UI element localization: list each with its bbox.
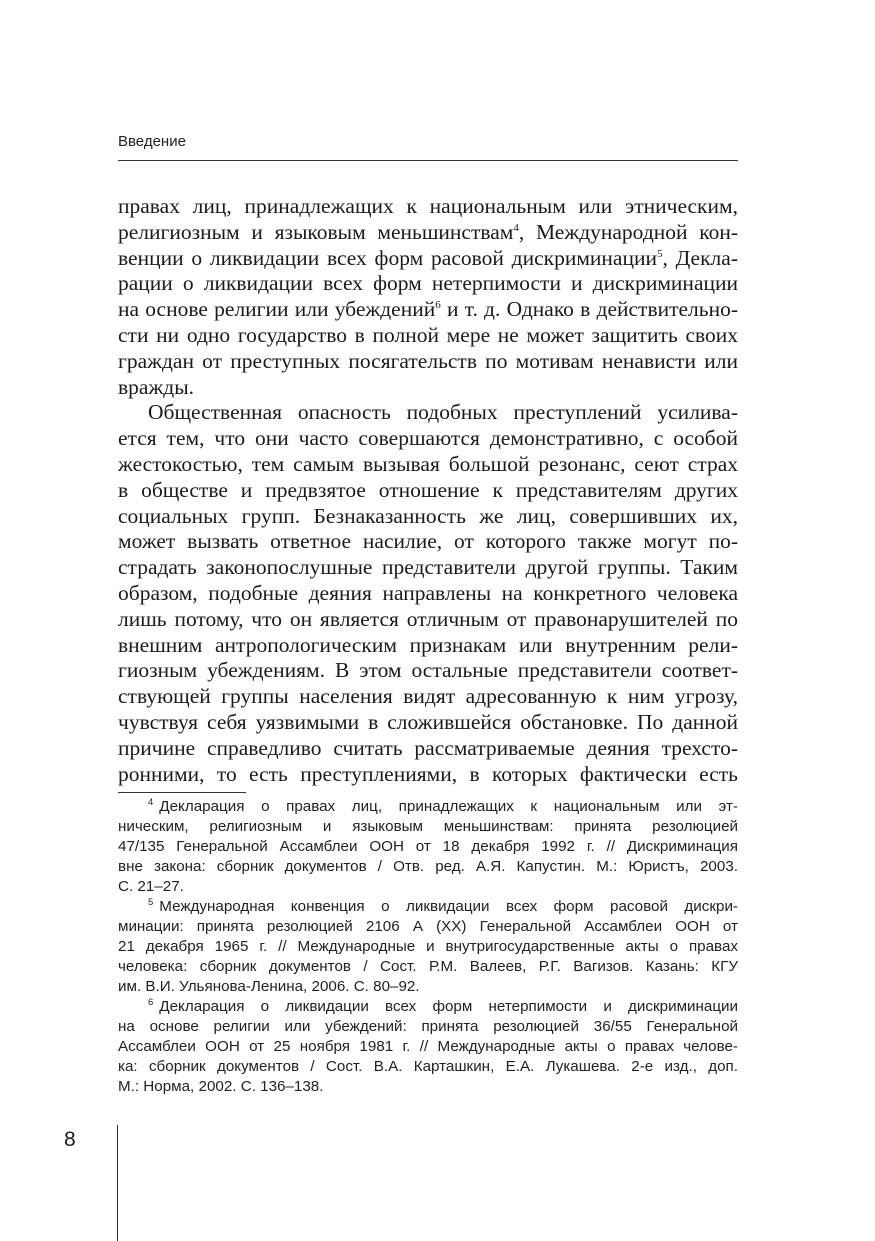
text-segment: Ассамблеи ООН от 25 ноября 1981 г. // Международные акты о правах челове- <box>118 1038 738 1055</box>
text-segment: Декларация о правах лиц, принадлежащих к национальным или эт- <box>159 798 738 815</box>
text-segment: граждан от преступных посягательств по мотивам ненависти или <box>118 348 738 373</box>
page-number-rule <box>117 1125 118 1241</box>
text-segment: внешним антропологическим признакам или внутренним рели- <box>118 632 738 657</box>
text-line <box>118 837 738 857</box>
text-line <box>118 762 738 788</box>
text-segment: жестокостью, тем самым вызывая большой резонанс, сеют страх <box>118 451 738 476</box>
text-segment: М.: Норма, 2002. С. 136–138. <box>118 1078 324 1095</box>
text-line <box>118 504 738 530</box>
text-segment: , Декла- <box>662 245 738 270</box>
running-head: Введение <box>118 133 186 150</box>
text-segment: С. 21–27. <box>118 878 184 895</box>
footnote-reference: 6 <box>148 996 154 1008</box>
text-segment: , Международной кон- <box>518 219 738 244</box>
text-segment: Международная конвенция о ликвидации всех форм расовой дискри- <box>159 898 738 915</box>
footnote-reference: 5 <box>657 247 663 260</box>
text-segment: гиозным убеждениям. В этом остальные представители соответ- <box>118 658 738 683</box>
text-line <box>118 323 738 349</box>
text-line <box>118 684 738 710</box>
footnote <box>118 897 738 997</box>
text-segment: на основе религии или убеждений <box>118 297 436 322</box>
text-line <box>118 736 738 762</box>
text-segment: сти ни одно государство в полной мере не может защитить своих <box>118 322 738 347</box>
text-line <box>118 1057 738 1077</box>
text-segment: Общественная опасность подобных преступлений усилива- <box>148 400 738 425</box>
footnote <box>118 997 738 1097</box>
text-line <box>118 917 738 937</box>
footnote-reference: 6 <box>435 299 441 312</box>
paragraph <box>118 400 738 787</box>
text-line <box>118 478 738 504</box>
body-text <box>118 194 738 787</box>
text-line <box>118 877 738 897</box>
text-line <box>118 220 738 246</box>
footnote <box>118 797 738 897</box>
text-segment: ронними, то есть преступлениями, в которых фактически есть <box>118 761 738 786</box>
text-line <box>118 997 738 1017</box>
text-segment: образом, подобные деяния направлены на конкретного человека <box>118 580 738 605</box>
text-segment: религиозным и языковым меньшинствам <box>118 219 514 244</box>
footnote-reference: 5 <box>148 896 154 908</box>
text-line <box>118 375 738 401</box>
header-divider <box>118 160 738 161</box>
text-segment: им. В.И. Ульянова-Ленина, 2006. С. 80–92. <box>118 978 420 995</box>
text-segment: венции о ликвидации всех форм расовой дискриминации <box>118 245 657 270</box>
text-line <box>118 897 738 917</box>
text-segment: страдать законопослушные представители другой группы. Таким <box>118 555 738 580</box>
text-line <box>118 1037 738 1057</box>
text-line <box>118 426 738 452</box>
text-segment: Декларация о ликвидации всех форм нетерпимости и дискриминации <box>159 998 738 1015</box>
text-line <box>118 710 738 736</box>
text-segment: вне закона: сборник документов / Отв. ред. А.Я. Капустин. М.: Юристъ, 2003. <box>118 858 738 875</box>
text-line <box>118 297 738 323</box>
text-line <box>118 658 738 684</box>
footnote-divider <box>118 792 246 793</box>
text-segment: на основе религии или убеждений: принята резолюцией 36/55 Генеральной <box>118 1018 738 1035</box>
page-number: 8 <box>64 1128 76 1151</box>
text-line <box>118 607 738 633</box>
text-line <box>118 271 738 297</box>
text-segment: вражды. <box>118 374 195 399</box>
text-line <box>118 797 738 817</box>
text-segment: 21 декабря 1965 г. // Международные и внутригосударственные акты о правах <box>118 938 738 955</box>
text-line <box>118 1017 738 1037</box>
text-segment: минации: принята резолюцией 2106 А (XX) Генеральной Ассамблеи ООН от <box>118 918 738 935</box>
text-segment: человека: сборник документов / Сост. Р.М. Валеев, Р.Г. Вагизов. Казань: КГУ <box>118 958 738 975</box>
text-line <box>118 633 738 659</box>
text-line <box>118 817 738 837</box>
text-line <box>118 194 738 220</box>
paragraph <box>118 194 738 400</box>
text-line <box>118 349 738 375</box>
text-segment: социальных групп. Безнаказанность же лиц, совершивших их, <box>118 503 738 528</box>
text-segment: рации о ликвидации всех форм нетерпимости и дискриминации <box>118 271 738 296</box>
text-line <box>118 1077 738 1097</box>
text-line <box>118 452 738 478</box>
text-line <box>118 555 738 581</box>
footnote-reference: 4 <box>148 796 154 808</box>
text-line <box>118 400 738 426</box>
text-line <box>118 246 738 272</box>
text-segment: может вызвать ответное насилие, от которого также могут по- <box>118 529 738 554</box>
text-segment: ется тем, что они часто совершаются демонстративно, с особой <box>118 426 738 451</box>
text-line <box>118 529 738 555</box>
text-segment: ническим, религиозным и языковым меньшинствам: принята резолюцией <box>118 818 738 835</box>
text-line <box>118 857 738 877</box>
text-segment: ка: сборник документов / Сост. В.А. Карташкин, Е.А. Лукашева. 2-е изд., доп. <box>118 1058 738 1075</box>
text-line <box>118 957 738 977</box>
text-segment: чувствуя себя уязвимыми в сложившейся обстановке. По данной <box>118 709 738 734</box>
text-line <box>118 937 738 957</box>
text-segment: 47/135 Генеральной Ассамблеи ООН от 18 декабря 1992 г. // Дискриминация <box>118 838 738 855</box>
text-line <box>118 581 738 607</box>
text-segment: лишь потому, что он является отличным от правонарушителей по <box>118 606 738 631</box>
text-segment: ствующей группы населения видят адресованную к ним угрозу, <box>118 684 738 709</box>
text-segment: и т. д. Однако в действительно- <box>440 297 738 322</box>
text-segment: причине справедливо считать рассматриваемые деяния трехсто- <box>118 735 738 760</box>
text-line <box>118 977 738 997</box>
footnotes <box>118 797 738 1097</box>
text-segment: в обществе и предвзятое отношение к представителям других <box>118 477 738 502</box>
footnote-reference: 4 <box>513 221 519 234</box>
text-segment: правах лиц, принадлежащих к национальным или этническим, <box>118 194 738 218</box>
